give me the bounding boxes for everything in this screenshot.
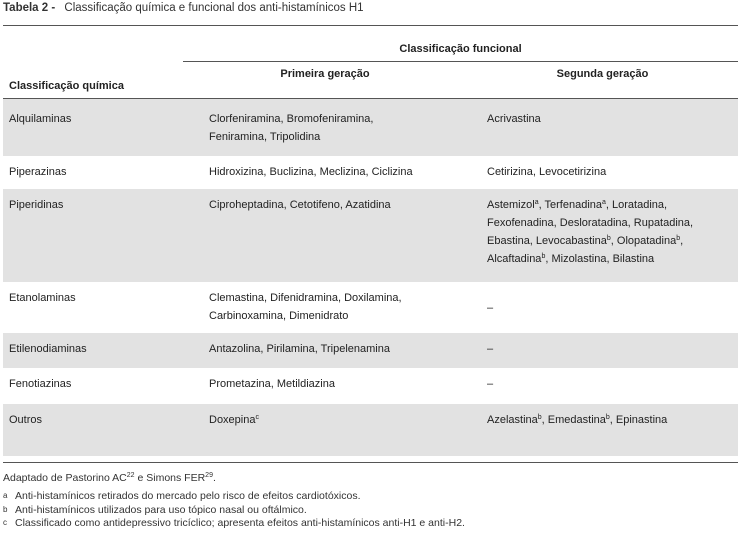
table-row (3, 156, 738, 189)
table-row (3, 282, 738, 333)
cell-second-generation: – (487, 301, 494, 314)
cell-first-generation: Doxepina$^c$ (183, 404, 467, 456)
caption-text: Classificação química e funcional dos anti-histamínicos H1 (64, 2, 364, 14)
cell-first-generation: Hidroxizina, Buclizina, Meclizina, Ciclizina (209, 165, 413, 178)
cell-chemical: Etilenodiaminas (3, 333, 183, 368)
cell-second-generation: Astemizol$^a$, Terfenadina$^a$, Loratadina, Fexofenadina, Desloratadina, Rupatadina, Ebastina, Levocabastina$^b$, Olopatadina$^b$, Alcaftadina$^b$, Mizolastina, Bilastina (467, 189, 738, 282)
table-footer (3, 462, 738, 531)
cell-first-generation: Prometazina, Metildiazina (209, 377, 335, 390)
cell-chemical: Etanolaminas (9, 291, 76, 304)
header-chemical-classification: Classificação química (3, 26, 183, 99)
cell-second-generation: Cetirizina, Levocetirizina (487, 165, 607, 178)
table-row (3, 99, 738, 156)
cell-second-generation: – (467, 333, 738, 368)
header-second-generation: Segunda geração (467, 62, 738, 99)
table-row (3, 189, 738, 282)
caption-label: Tabela 2 - (3, 2, 56, 14)
cell-second-generation: Acrivastina (467, 99, 738, 156)
header-first-generation: Primeira geração (183, 62, 467, 99)
cell-second-generation: Azelastina$^b$, Emedastina$^b$, Epinastina (467, 404, 738, 456)
table-row (3, 333, 738, 368)
cell-second-generation: – (487, 377, 494, 390)
cell-first-generation: Ciproheptadina, Cetotifeno, Azatidina (183, 189, 467, 282)
classification-table (3, 25, 738, 456)
footnote-a: a Anti-histamínicos retirados do mercado pelo risco de efeitos cardiotóxicos. (3, 490, 361, 502)
cell-chemical: Piperidinas (3, 189, 183, 282)
cell-first-generation: Antazolina, Pirilamina, Tripelenamina (183, 333, 467, 368)
table-caption (3, 2, 364, 14)
footnote-b: b Anti-histamínicos utilizados para uso tópico nasal ou oftálmico. (3, 503, 307, 516)
cell-chemical: Piperazinas (9, 165, 67, 178)
table-row (3, 404, 738, 456)
cell-chemical: Outros (3, 404, 183, 456)
cell-chemical: Alquilaminas (3, 99, 183, 156)
cell-first-generation: Clorfeniramina, Bromofeniramina, Feniramina, Tripolidina (183, 99, 467, 156)
cell-chemical: Fenotiazinas (9, 377, 72, 390)
source-note: Adaptado de Pastorino AC$^{22}$ e Simons FER$^{29}$. (3, 472, 216, 484)
cell-first-generation: Clemastina, Difenidramina, Doxilamina, Carbinoxamina, Dimenidrato (209, 291, 402, 322)
header-functional-classification: Classificação funcional (183, 26, 738, 62)
table-row (3, 368, 738, 404)
footnote-c: c Classificado como antidepressivo tricíclico; apresenta efeitos anti-histamínicos anti-H1 e anti-H2. (3, 517, 465, 529)
